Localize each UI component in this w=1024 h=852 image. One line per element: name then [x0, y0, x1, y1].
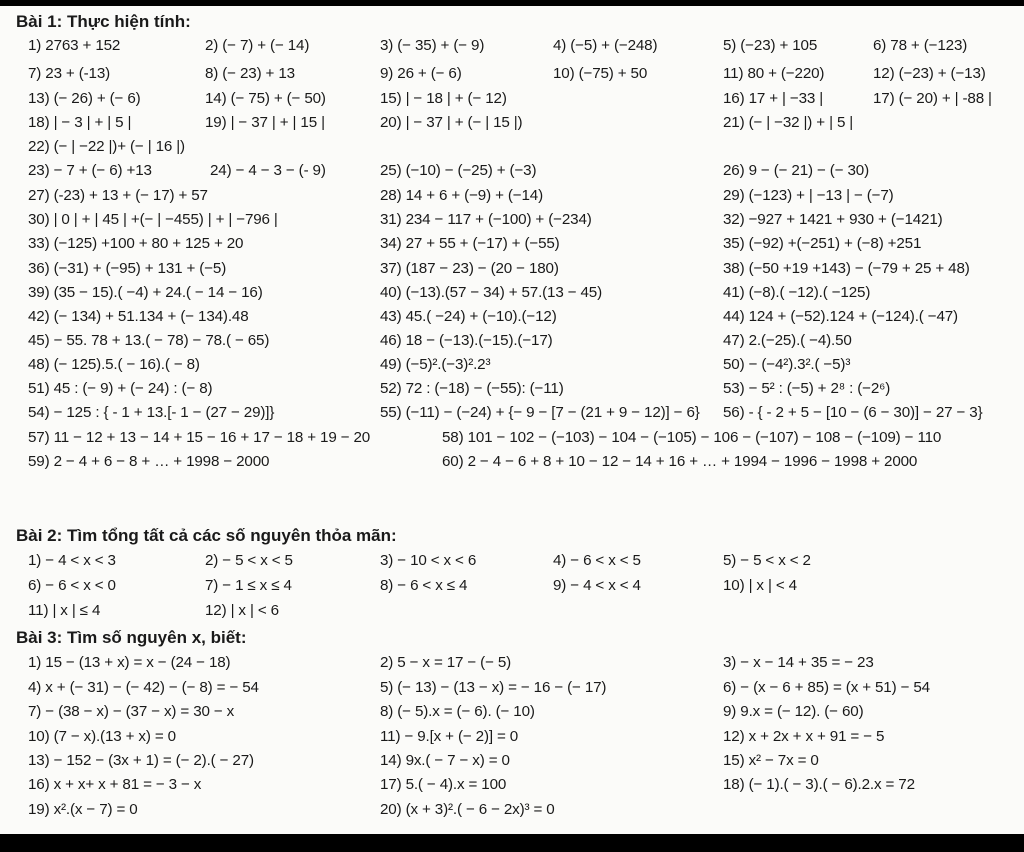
section3-exercise: 13) − 152 − (3x + 1) = (− 2).( − 27)	[28, 752, 254, 769]
section3-exercise: 20) (x + 3)².( − 6 − 2x)³ = 0	[380, 801, 555, 818]
section1-exercise: 18) | − 3 | + | 5 |	[28, 114, 132, 131]
section1-exercise: 5) (−23) + 105	[723, 37, 818, 54]
section1-exercise: 4) (−5) + (−248)	[553, 37, 658, 54]
section3-exercise: 7) − (38 − x) − (37 − x) = 30 − x	[28, 703, 235, 720]
section1-exercise: 9) 26 + (− 6)	[380, 65, 462, 82]
section1-exercise: 57) 11 − 12 + 13 − 14 + 15 − 16 + 17 − 18 + 19 − 20	[28, 429, 371, 446]
section1-title: Bài 1: Thực hiện tính:	[16, 12, 191, 31]
section2-exercise: 9) − 4 < x < 4	[553, 577, 641, 594]
section1-exercise: 36) (−31) + (−95) + 131 + (−5)	[28, 260, 227, 277]
section3-exercise: 16) x + x+ x + 81 = − 3 − x	[28, 776, 202, 793]
section1-exercise: 46) 18 − (−13).(−15).(−17)	[380, 332, 553, 349]
section1-exercise: 37) (187 − 23) − (20 − 180)	[380, 260, 559, 277]
section1-exercise: 58) 101 − 102 − (−103) − 104 − (−105) − 106 − (−107) − 108 − (−109) − 110	[442, 429, 942, 446]
section1-exercise: 59) 2 − 4 + 6 − 8 + … + 1998 − 2000	[28, 453, 270, 470]
section1-exercise: 19) | − 37 | + | 15 |	[205, 114, 325, 131]
section1-exercise: 12) (−23) + (−13)	[873, 65, 986, 82]
section2-exercise: 6) − 6 < x < 0	[28, 577, 116, 594]
section1-exercise: 3) (− 35) + (− 9)	[380, 37, 485, 54]
section1-exercise: 45) − 55. 78 + 13.( − 78) − 78.( − 65)	[28, 332, 270, 349]
section2-exercise: 2) − 5 < x < 5	[205, 552, 293, 569]
section1-exercise: 38) (−50 +19 +143) − (−79 + 25 + 48)	[723, 260, 970, 277]
section1-exercise: 40) (−13).(57 − 34) + 57.(13 − 45)	[380, 284, 603, 301]
section1-exercise: 33) (−125) +100 + 80 + 125 + 20	[28, 235, 244, 252]
section2-exercise: 5) − 5 < x < 2	[723, 552, 811, 569]
section3-exercise: 2) 5 − x = 17 − (− 5)	[380, 654, 512, 671]
section1-exercise: 2) (− 7) + (− 14)	[205, 37, 310, 54]
section1-exercise: 60) 2 − 4 − 6 + 8 + 10 − 12 − 14 + 16 + … + 1994 − 1996 − 1998 + 2000	[442, 453, 918, 470]
section1-exercise: 25) (−10) − (−25) + (−3)	[380, 162, 537, 179]
section1-exercise: 17) (− 20) + | -88 |	[873, 90, 992, 107]
section3-exercise: 3) − x − 14 + 35 = − 23	[723, 654, 874, 671]
section1-exercise: 16) 17 + | −33 |	[723, 90, 824, 107]
section1-exercise: 15) | − 18 | + (− 12)	[380, 90, 507, 107]
section1-exercise: 22) (− | −22 |)+ (− | 16 |)	[28, 138, 185, 155]
section2-exercise: 7) − 1 ≤ x ≤ 4	[205, 577, 292, 594]
section1-exercise: 28) 14 + 6 + (−9) + (−14)	[380, 187, 543, 204]
section1-exercise: 21) (− | −32 |) + | 5 |	[723, 114, 854, 131]
section1-exercise: 20) | − 37 | + (− | 15 |)	[380, 114, 523, 131]
section1-exercise: 43) 45.( −24) + (−10).(−12)	[380, 308, 557, 325]
section3-exercise: 19) x².(x − 7) = 0	[28, 801, 138, 818]
section2-exercise: 3) − 10 < x < 6	[380, 552, 477, 569]
section1-exercise: 41) (−8).( −12).( −125)	[723, 284, 871, 301]
section3-exercise: 8) (− 5).x = (− 6). (− 10)	[380, 703, 535, 720]
section1-exercise: 49) (−5)².(−3)².2³	[380, 356, 491, 373]
section1-exercise: 51) 45 : (− 9) + (− 24) : (− 8)	[28, 380, 213, 397]
section1-exercise: 26) 9 − (− 21) − (− 30)	[723, 162, 869, 179]
section2-exercise: 4) − 6 < x < 5	[553, 552, 641, 569]
section1-exercise: 56) - { - 2 + 5 − [10 − (6 − 30)] − 27 − 3}	[723, 404, 983, 421]
section1-exercise: 55) (−11) − (−24) + {− 9 − [7 − (21 + 9 − 12)] − 6}	[380, 404, 700, 421]
section2-exercise: 1) − 4 < x < 3	[28, 552, 116, 569]
section3-title: Bài 3: Tìm số nguyên x, biết:	[16, 628, 247, 647]
section1-exercise: 6) 78 + (−123)	[873, 37, 968, 54]
section1-exercise: 29) (−123) + | −13 | − (−7)	[723, 187, 894, 204]
section3-exercise: 1) 15 − (13 + x) = x − (24 − 18)	[28, 654, 231, 671]
section1-exercise: 7) 23 + (-13)	[28, 65, 111, 82]
section3-exercise: 6) − (x − 6 + 85) = (x + 51) − 54	[723, 679, 930, 696]
section1-exercise: 11) 80 + (−220)	[723, 65, 825, 82]
section1-exercise: 44) 124 + (−52).124 + (−124).( −47)	[723, 308, 958, 325]
section1-exercise: 47) 2.(−25).( −4).50	[723, 332, 852, 349]
section1-exercise: 31) 234 − 117 + (−100) + (−234)	[380, 211, 592, 228]
section1-exercise: 24) − 4 − 3 − (- 9)	[210, 162, 326, 179]
section1-exercise: 23) − 7 + (− 6) +13	[28, 162, 152, 179]
section1-exercise: 27) (-23) + 13 + (− 17) + 57	[28, 187, 208, 204]
section3-exercise: 5) (− 13) − (13 − x) = − 16 − (− 17)	[380, 679, 607, 696]
section1-exercise: 35) (−92) +(−251) + (−8) +251	[723, 235, 922, 252]
section1-exercise: 53) − 5² : (−5) + 2⁸ : (−2⁶)	[723, 380, 891, 397]
section3-exercise: 17) 5.( − 4).x = 100	[380, 776, 507, 793]
section2-title: Bài 2: Tìm tổng tất cả các số nguyên thỏa mãn:	[16, 526, 397, 545]
section2-exercise: 11) | x | ≤ 4	[28, 602, 101, 619]
section1-exercise: 50) − (−4²).3².( −5)³	[723, 356, 851, 373]
section2-exercise: 12) | x | < 6	[205, 602, 279, 619]
section2-exercise: 8) − 6 < x ≤ 4	[380, 577, 468, 594]
section3-exercise: 18) (− 1).( − 3).( − 6).2.x = 72	[723, 776, 915, 793]
section1-exercise: 54) − 125 : { - 1 + 13.[- 1 − (27 − 29)]}	[28, 404, 275, 421]
section2-exercise: 10) | x | < 4	[723, 577, 797, 594]
section1-exercise: 52) 72 : (−18) − (−55): (−11)	[380, 380, 564, 397]
section3-exercise: 4) x + (− 31) − (− 42) − (− 8) = − 54	[28, 679, 259, 696]
section1-exercise: 8) (− 23) + 13	[205, 65, 295, 82]
worksheet	[0, 6, 1024, 834]
section3-exercise: 15) x² − 7x = 0	[723, 752, 819, 769]
section3-exercise: 14) 9x.( − 7 − x) = 0	[380, 752, 510, 769]
section1-exercise: 48) (− 125).5.( − 16).( − 8)	[28, 356, 200, 373]
section3-exercise: 12) x + 2x + x + 91 = − 5	[723, 728, 885, 745]
section1-exercise: 39) (35 − 15).( −4) + 24.( − 14 − 16)	[28, 284, 263, 301]
section3-exercise: 10) (7 − x).(13 + x) = 0	[28, 728, 176, 745]
section1-exercise: 13) (− 26) + (− 6)	[28, 90, 141, 107]
section3-exercise: 11) − 9.[x + (− 2)] = 0	[380, 728, 519, 745]
section3-exercise: 9) 9.x = (− 12). (− 60)	[723, 703, 864, 720]
section1-exercise: 30) | 0 | + | 45 | +(− | −455) | + | −796 |	[28, 211, 278, 228]
section1-exercise: 34) 27 + 55 + (−17) + (−55)	[380, 235, 560, 252]
section1-exercise: 32) −927 + 1421 + 930 + (−1421)	[723, 211, 943, 228]
section1-exercise: 1) 2763 + 152	[28, 37, 121, 54]
section1-exercise: 14) (− 75) + (− 50)	[205, 90, 326, 107]
section1-exercise: 42) (− 134) + 51.134 + (− 134).48	[28, 308, 249, 325]
section1-exercise: 10) (−75) + 50	[553, 65, 648, 82]
